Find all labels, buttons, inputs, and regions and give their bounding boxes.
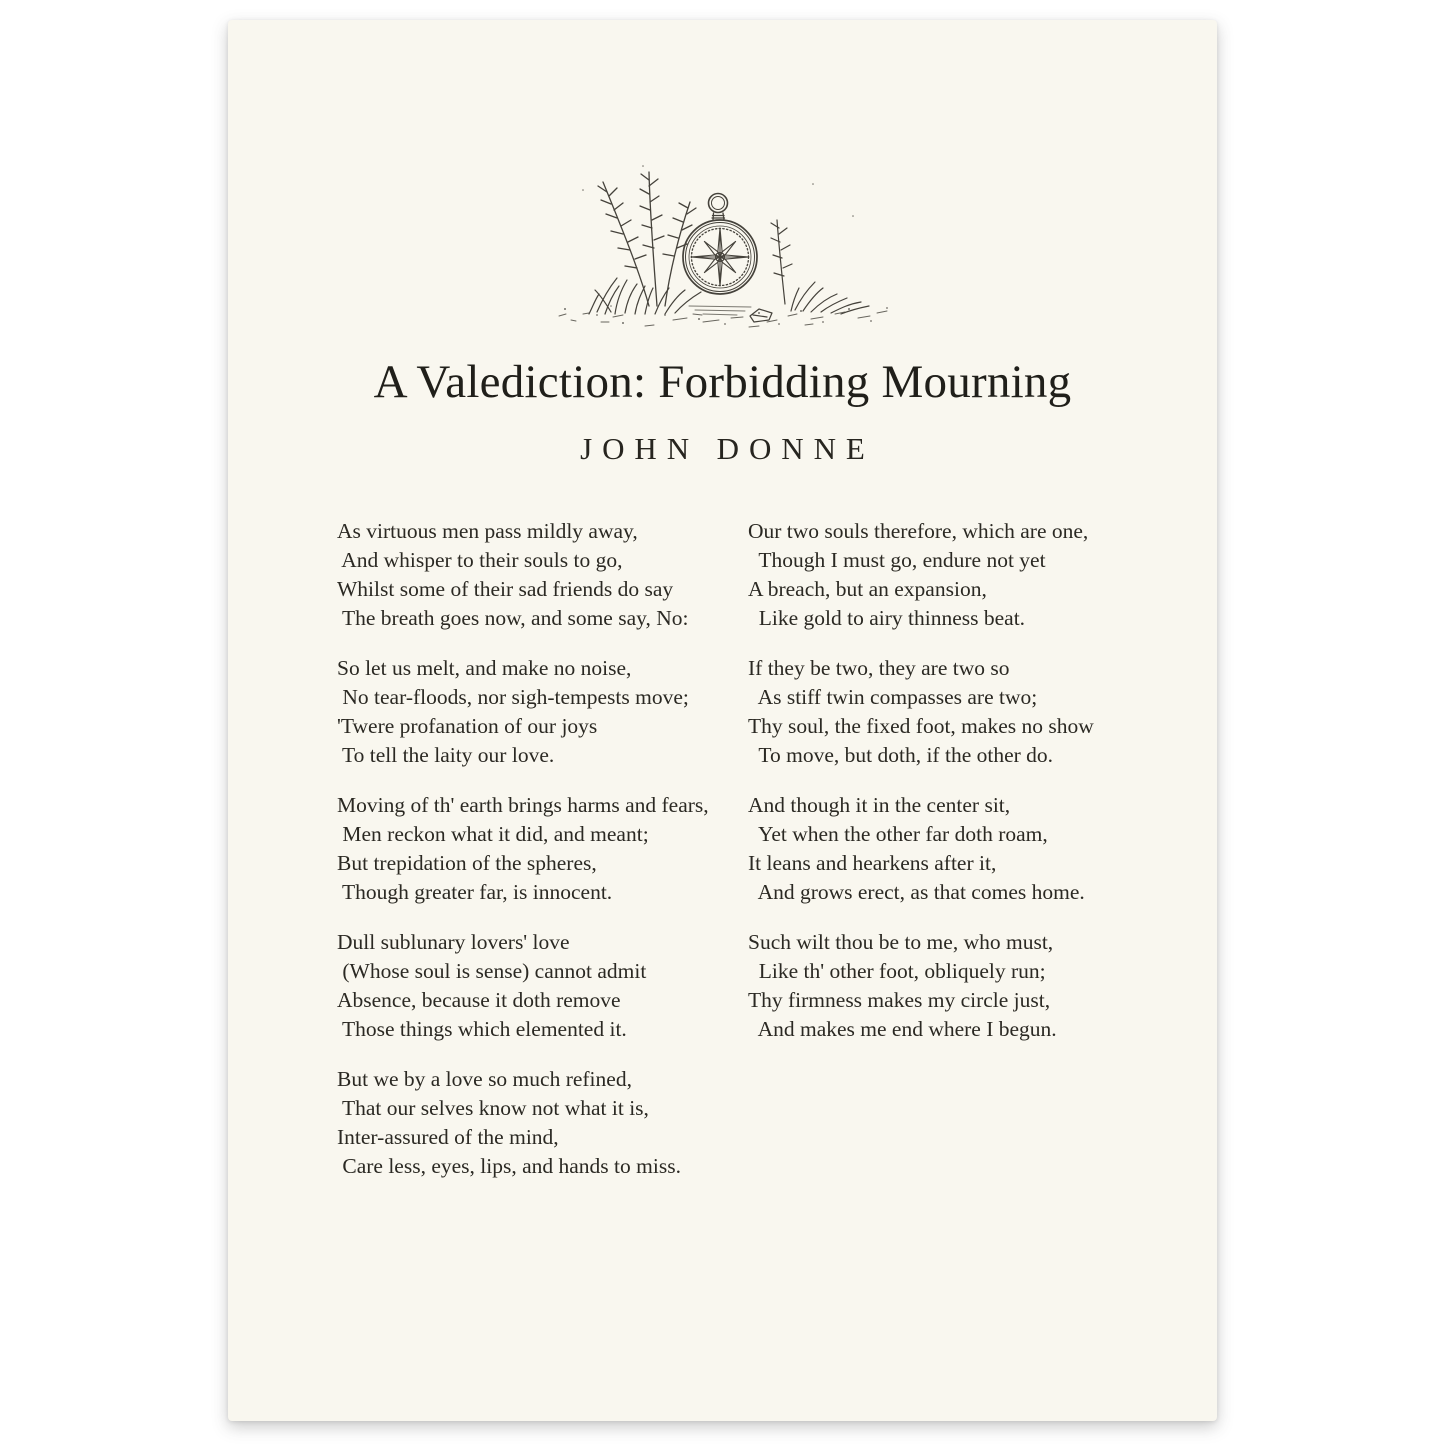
poem-line: Like th' other foot, obliquely run;	[748, 959, 1046, 984]
stanza	[748, 928, 1177, 1044]
poem-line: Dull sublunary lovers' love	[337, 930, 570, 955]
illustration-container	[228, 20, 1217, 333]
grass-tuft-left-sketch	[589, 278, 701, 314]
poem-column-left	[337, 517, 748, 1202]
compass-shadow-sketch	[689, 306, 751, 315]
ground-sketch	[559, 311, 887, 327]
poem-column-right	[748, 517, 1177, 1202]
poem-line: And makes me end where I begun.	[748, 1017, 1057, 1042]
poem-line: Moving of th' earth brings harms and fears,	[337, 793, 709, 818]
poem-line: As virtuous men pass mildly away,	[337, 519, 638, 544]
poem-title: A Valediction: Forbidding Mourning	[373, 356, 1072, 408]
poem-line: A breach, but an expansion,	[748, 577, 987, 602]
poem-line: As stiff twin compasses are two;	[748, 685, 1038, 710]
poem-line: But trepidation of the spheres,	[337, 851, 597, 876]
poem-line: (Whose soul is sense) cannot admit	[337, 959, 647, 984]
poem-line: And whisper to their souls to go,	[337, 548, 623, 573]
poem-line: 'Twere profanation of our joys	[337, 714, 598, 739]
poem-line: And grows erect, as that comes home.	[748, 880, 1085, 905]
compass-in-grass-illustration	[553, 156, 893, 328]
poem-line: Yet when the other far doth roam,	[748, 822, 1048, 847]
stanza	[337, 517, 748, 633]
poem-line: So let us melt, and make no noise,	[337, 656, 632, 681]
poem-line: Care less, eyes, lips, and hands to miss.	[337, 1154, 681, 1179]
poem-line: Thy soul, the fixed foot, makes no show	[748, 714, 1094, 739]
poem-line: No tear-floods, nor sigh-tempests move;	[337, 685, 689, 710]
stanza	[337, 654, 748, 770]
poem-line: It leans and hearkens after it,	[748, 851, 997, 876]
stanza	[337, 791, 748, 907]
poem-line: Though I must go, endure not yet	[748, 548, 1046, 573]
poem-line: That our selves know not what it is,	[337, 1096, 649, 1121]
stanza	[748, 654, 1177, 770]
poem-line: Whilst some of their sad friends do say	[337, 577, 674, 602]
poem-line: Though greater far, is innocent.	[337, 880, 613, 905]
poem-line: Absence, because it doth remove	[337, 988, 621, 1013]
poem-line: Men reckon what it did, and meant;	[337, 822, 649, 847]
poem-author: JOHN DONNE	[580, 431, 875, 467]
poem-line: Like gold to airy thinness beat.	[748, 606, 1026, 631]
poem-line: But we by a love so much refined,	[337, 1067, 632, 1092]
poem-body	[228, 517, 1217, 1202]
poem-line: And though it in the center sit,	[748, 793, 1011, 818]
poem-line: The breath goes now, and some say, No:	[337, 606, 689, 631]
grass-right-sketch	[771, 220, 869, 314]
poem-line: To move, but doth, if the other do.	[748, 743, 1054, 768]
poem-line: Thy firmness makes my circle just,	[748, 988, 1051, 1013]
poem-line: Such wilt thou be to me, who must,	[748, 930, 1054, 955]
rock-sketch	[750, 309, 772, 322]
poster-paper	[228, 20, 1217, 1421]
stanza	[748, 517, 1177, 633]
stanza	[337, 928, 748, 1044]
poem-line: If they be two, they are two so	[748, 656, 1010, 681]
stanza	[337, 1065, 748, 1181]
stanza	[748, 791, 1177, 907]
poem-line: Inter-assured of the mind,	[337, 1125, 559, 1150]
poem-line: Those things which elemented it.	[337, 1017, 627, 1042]
poem-line: Our two souls therefore, which are one,	[748, 519, 1089, 544]
poem-line: To tell the laity our love.	[337, 743, 555, 768]
grass-left-sketch	[598, 172, 696, 306]
